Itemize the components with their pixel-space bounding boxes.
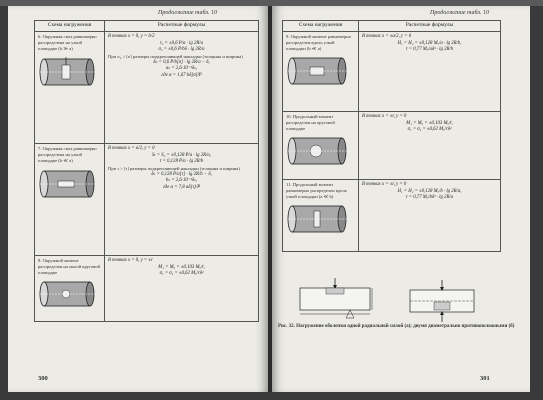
formula-line: bₙ = 2,6·10⁻³δₙ, (165, 178, 198, 183)
formula-line: где α = 1,67 bδ[σ]/P (161, 72, 202, 78)
formula-line: τ₂ = ±0,6 P/a · lg 2R/a (159, 40, 204, 46)
formula-line: M₁ = M₂ = ±0,103 Mₓ/r, (406, 120, 453, 126)
col-header-scheme: Схема нагружения (283, 21, 359, 32)
table-row (283, 32, 501, 112)
page-number: 301 (480, 375, 490, 382)
cylinder-diagram (286, 55, 354, 87)
load-description: 11. Продольный момент равномерно распределен вдоль узкой площадки (a ≪ b) (286, 182, 347, 199)
table-row (35, 144, 259, 256)
formula-line: H₁ = H₂ = ±0,128 Mₓ/a · lg 2R/b, (397, 40, 462, 46)
loading-figure (290, 278, 500, 322)
load-description: 8. Окружной момент распределен на малой круговой площадке (38, 258, 100, 275)
formula-line: где α = 7,8 aδ[τ]/P (162, 184, 201, 190)
running-head: Продолжение табл. 10 (430, 10, 489, 16)
figure-caption: Рис. 32. Нагружение оболочки одной радиальной силой (а); двумя диаметрально противоположными (б) (278, 324, 515, 329)
formula-line: В точках x = ±r, y = 0 (362, 114, 407, 119)
formula-block (362, 182, 497, 202)
formula-block (108, 34, 255, 54)
formula-line: В точках x = 0, y = ±r (108, 258, 153, 263)
formula-line: M₁ = M₂ = ±0,103 Mₓ/r, (158, 264, 205, 270)
col-header-formulas: Расчетные формулы (105, 21, 259, 32)
formula-line: τ = 0,128 P/a · lg 2R/b (159, 159, 204, 164)
formula-line: В точках x = ±a/2, y = 0 (362, 34, 412, 39)
table-row (35, 32, 259, 144)
formula-line: В точках x = a/2, y = 0 (108, 146, 155, 151)
formula-line: aₙ = 2,6·10⁻³δₙ, (165, 66, 198, 71)
table-row (283, 180, 501, 252)
formula-block (108, 146, 255, 166)
formula-line: δₙ = 0,6 P/b[σ] · lg 2R/a − δ, (153, 59, 210, 65)
formula-line: σ₁ = σ₂ = ±0,62 Mₓ/rδ² (159, 271, 204, 276)
right-page (272, 6, 530, 392)
left-page (8, 6, 268, 392)
formula-block (108, 258, 255, 278)
cylinder-diagram (286, 135, 354, 167)
formula-block (362, 114, 497, 134)
col-header-scheme: Схема нагружения (35, 21, 105, 32)
cylinder-diagram (38, 279, 102, 309)
table-row (35, 256, 259, 322)
table-left (34, 20, 259, 322)
load-description: 7. Окружная сила равномерно распределена на узкой площадке (b ≪ a) (38, 146, 97, 163)
formula-line: Sₜ = S₂ = ±0,128 P/a · lg 2R/a, (152, 152, 211, 158)
load-description: 6. Окружная сила равномерно распределена на узкой площадке (b ≫ a) (38, 34, 97, 51)
col-header-formulas: Расчетные формулы (359, 21, 501, 32)
formula-line: В точках x = ±r, y = 0 (362, 182, 407, 187)
cylinder-diagram (38, 167, 102, 201)
formula-line: τ = 0,77 Mₓ/aδ² · lg 2R/b (405, 47, 454, 52)
formula-line: В точках x = 0, y = b/2 (108, 34, 155, 39)
cylinder-diagram (38, 55, 102, 89)
formula-line: τ = 0,77 Mₓ/bδ² · lg 2R/a (405, 195, 454, 200)
cylinder-diagram (286, 203, 354, 235)
page-number: 300 (38, 375, 48, 382)
formula-line: δₙ = 0,128 P/a[τ] · lg 2R/b − δ, (151, 171, 212, 177)
note-text: При σ₂ > [σ] размеры подкрепляющей накладки (толщина и ширина) (108, 53, 243, 59)
table-right (282, 20, 501, 252)
running-head: Продолжение табл. 10 (158, 10, 217, 16)
formula-line: H₁ = H₂ = ±0,128 Mₓ/b · lg 2R/a, (397, 188, 462, 194)
formula-block (108, 172, 255, 192)
load-description: 9. Окружной момент равномерно распределен вдоль узкой площадки (b ≪ a) (286, 34, 351, 51)
formula-block (108, 60, 255, 80)
formula-line: σ₂ = ±0,6 P/bδ · lg 2R/a (158, 47, 205, 52)
note-text: При τ > [τ] размеры подкрепляющей накладки (толщина и ширина) (108, 165, 240, 171)
load-description: 10. Продольный момент распределен на круговой площадке (286, 114, 335, 131)
formula-block (362, 34, 497, 54)
formula-line: σ₁ = σ₂ = ±0,62 Mₓ/rδ² (407, 127, 452, 132)
table-row (283, 112, 501, 180)
